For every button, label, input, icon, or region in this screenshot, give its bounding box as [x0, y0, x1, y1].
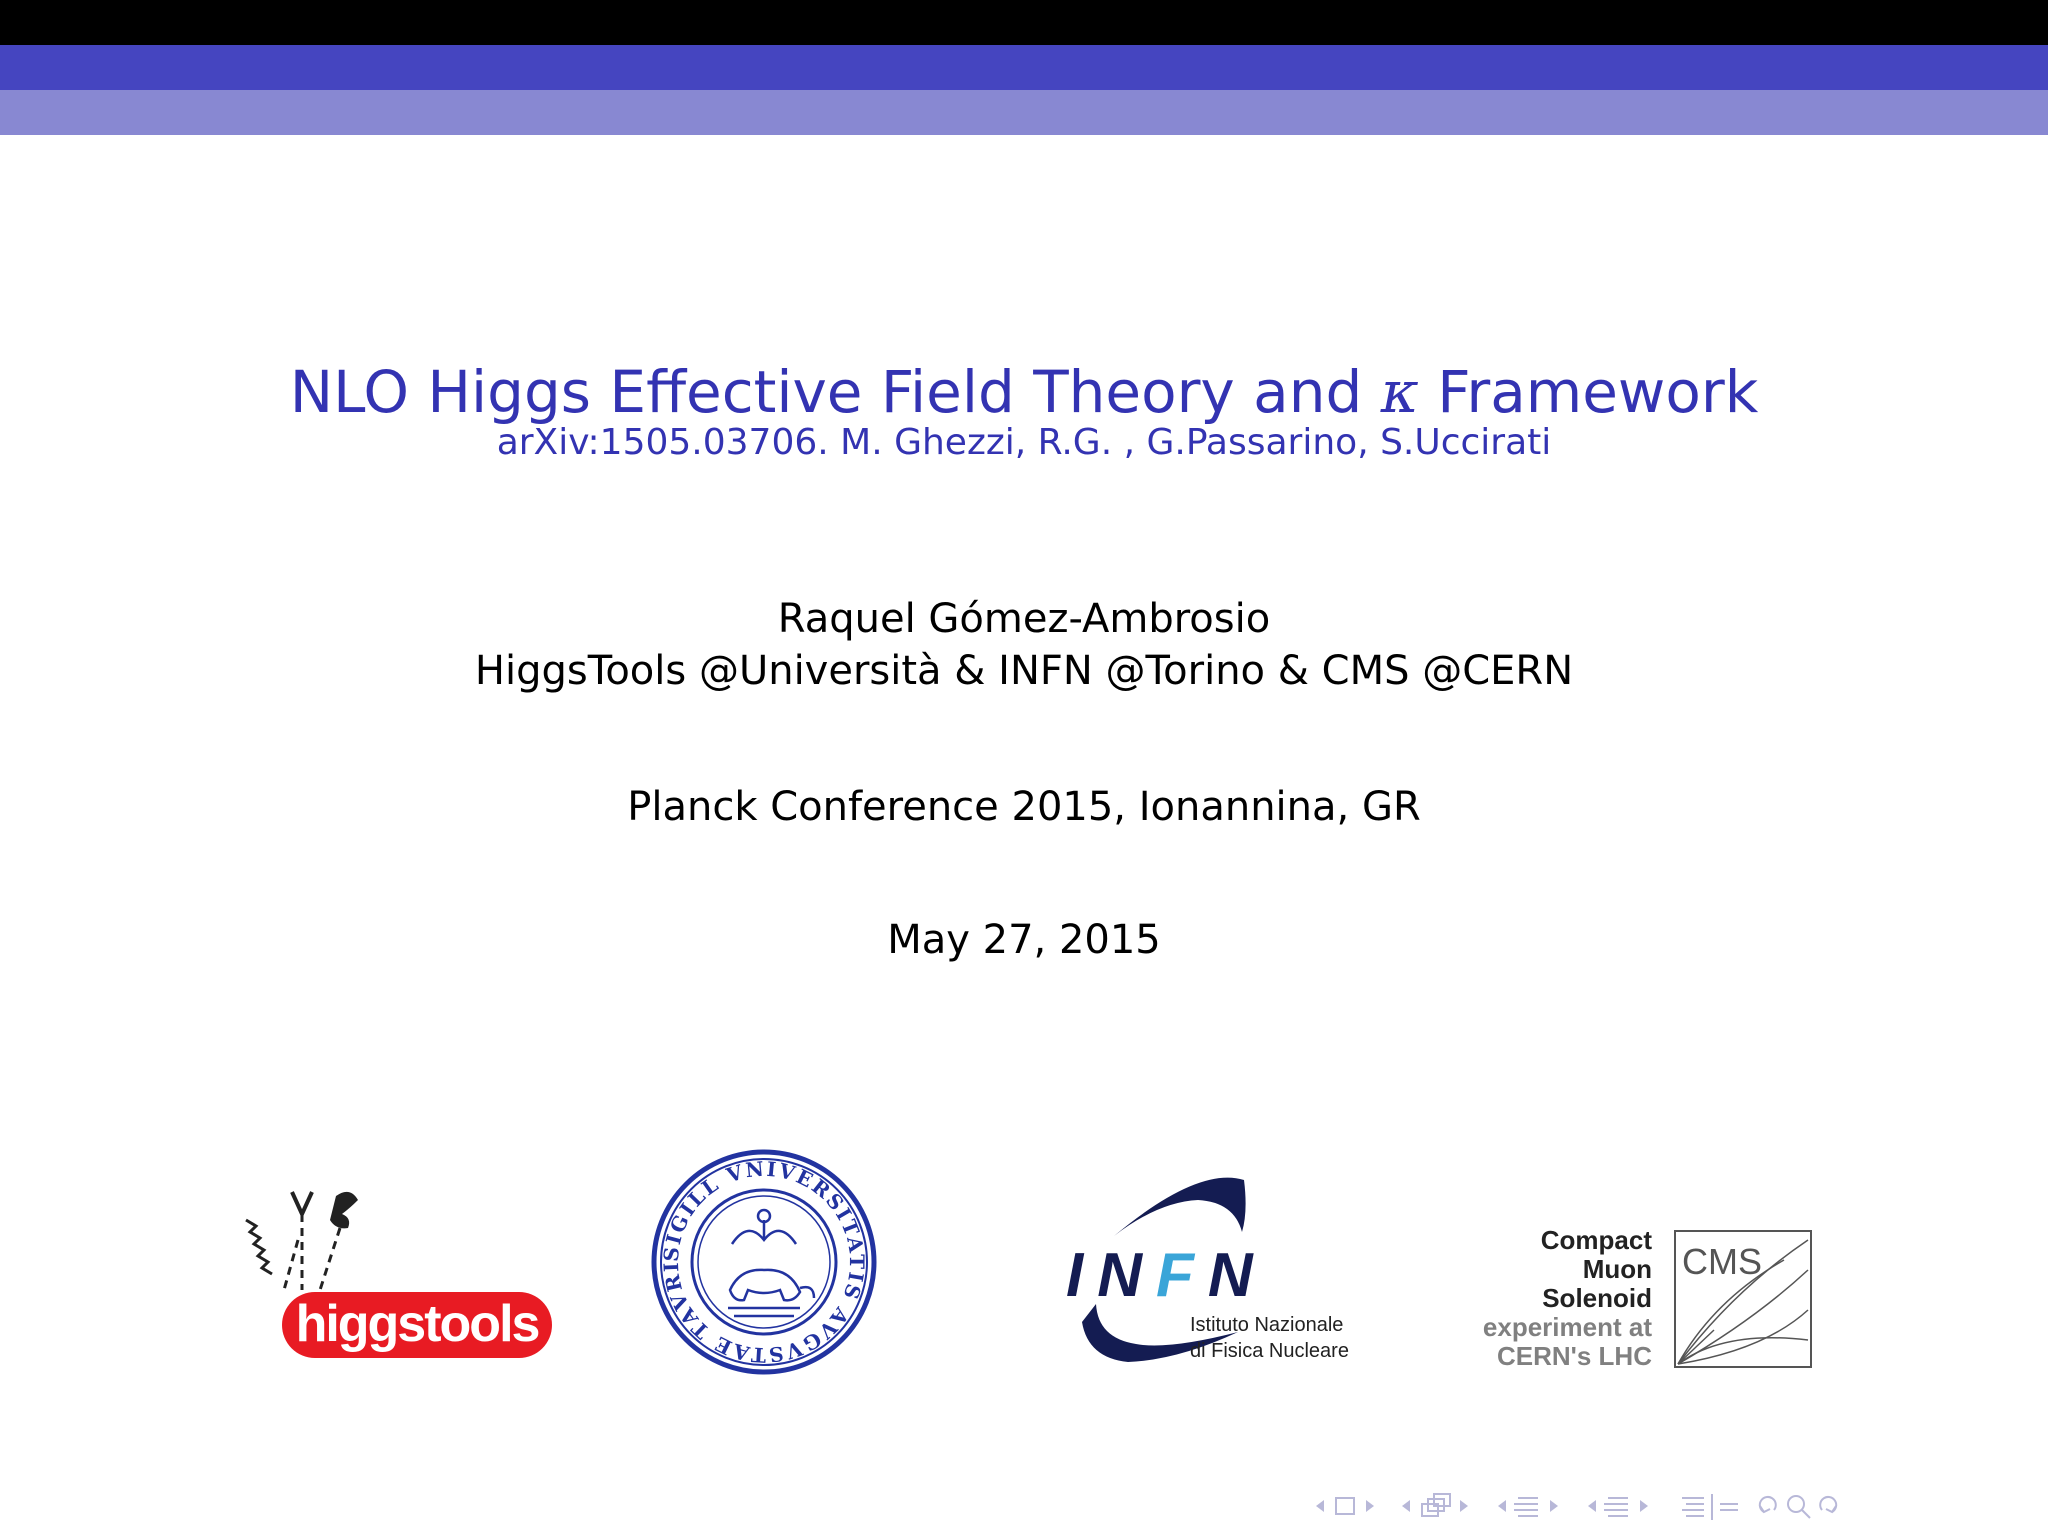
author-name: Raquel Gómez-Ambrosio	[777, 596, 1271, 642]
beamer-navigation	[1310, 1490, 2030, 1522]
back-icon[interactable]	[1760, 1497, 1776, 1512]
next-part-icon[interactable]	[1640, 1500, 1648, 1512]
infn-logo	[1048, 1172, 1368, 1372]
search-icon[interactable]	[1788, 1496, 1810, 1518]
toc-icon[interactable]	[1682, 1494, 1738, 1520]
cms-box-icon	[1674, 1230, 1812, 1368]
prev-frame-icon[interactable]	[1316, 1500, 1324, 1512]
prev-section-icon[interactable]	[1498, 1500, 1506, 1512]
torino-seal-logo	[650, 1148, 878, 1376]
date: May 27, 2015	[887, 917, 1161, 963]
infn-caption: Istituto Nazionale di Fisica Nucleare	[1190, 1314, 1349, 1362]
svg-text:CMS: CMS	[1682, 1241, 1762, 1282]
part-icon[interactable]	[1604, 1498, 1628, 1516]
slide-title	[0, 358, 2048, 426]
infn-wordmark: INFN	[1066, 1241, 1267, 1310]
frame-icon[interactable]	[1336, 1498, 1354, 1514]
header-band-lightblue	[0, 90, 2048, 135]
next-subsection-icon[interactable]	[1460, 1500, 1468, 1512]
header-band-black	[0, 0, 2048, 45]
title-kappa: κ	[1380, 358, 1419, 426]
seal-text: SIGILL VNIVERSITATIS AVGVSTAE TAVRI	[658, 1156, 870, 1368]
forward-icon[interactable]	[1820, 1497, 1836, 1512]
next-frame-icon[interactable]	[1366, 1500, 1374, 1512]
higgstools-diagram-icon	[240, 1180, 560, 1300]
prev-part-icon[interactable]	[1588, 1500, 1596, 1512]
prev-subsection-icon[interactable]	[1402, 1500, 1410, 1512]
cms-text: Compact Muon Solenoid experiment at CERN's LHC	[1482, 1225, 1652, 1371]
title-end: Framework	[1437, 358, 1759, 426]
conference: Planck Conference 2015, Ionannina, GR	[627, 784, 1421, 830]
next-section-icon[interactable]	[1550, 1500, 1558, 1512]
higgstools-wordmark: higgstools	[282, 1292, 552, 1358]
subsection-icon[interactable]	[1422, 1494, 1450, 1516]
institute: HiggsTools @Università & INFN @Torino & CMS @CERN	[474, 648, 1574, 694]
section-icon[interactable]	[1514, 1498, 1538, 1516]
slide-subtitle: arXiv:1505.03706. M. Ghezzi, R.G. , G.Passarino, S.Uccirati	[496, 422, 1552, 463]
header-band-blue	[0, 45, 2048, 90]
higgstools-logo	[240, 1180, 560, 1360]
cms-logo	[1440, 1226, 1812, 1374]
title-main: NLO Higgs Effective Field Theory and	[289, 358, 1363, 426]
